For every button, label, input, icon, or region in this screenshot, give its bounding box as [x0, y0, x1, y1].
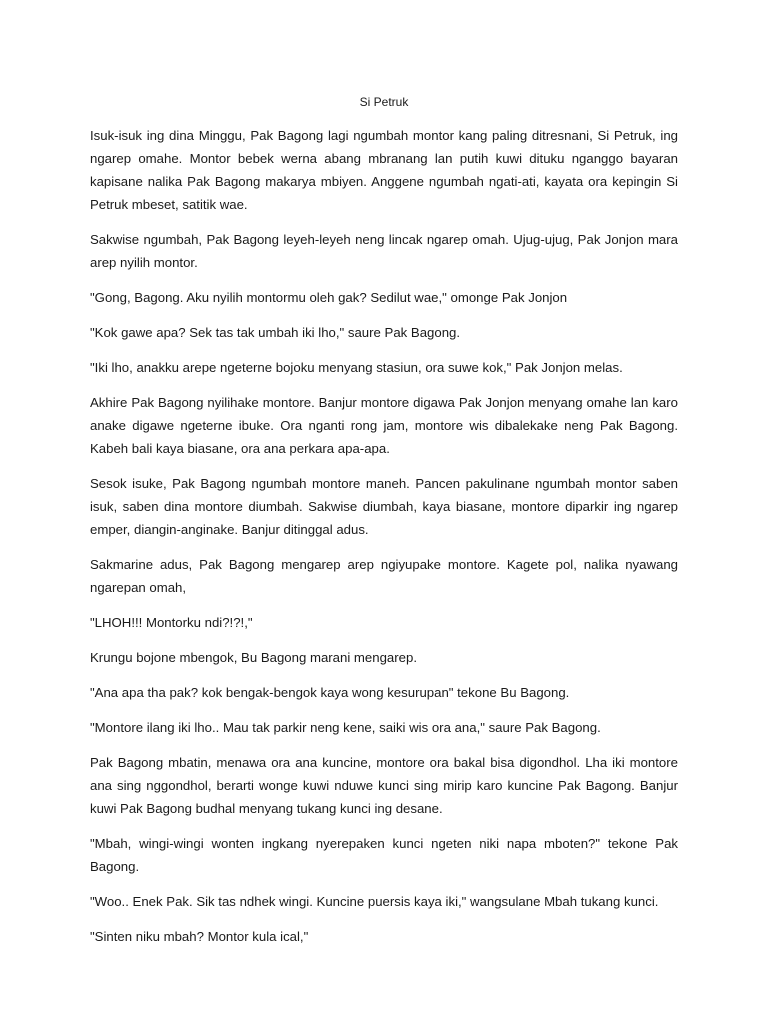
paragraph: Pak Bagong mbatin, menawa ora ana kuncine, montore ora bakal bisa digondhol. Lha iki montore ana sing nggondhol, berarti wonge kuwi nduwe kunci sing mirip karo kuncine Pak Bagong. Banjur kuwi Pak Bagong budhal menyang tukang kunci ing desane. — [90, 755, 678, 816]
paragraph: Isuk-isuk ing dina Minggu, Pak Bagong lagi ngumbah montor kang paling ditresnani, Si Petruk, ing ngarep omahe. Montor bebek werna abang mbranang lan putih kuwi dituku nganggo bayaran kapisane nalika Pak Bagong makarya mbiyen. Anggene ngumbah ngati-ati, kayata ora kepingin Si Petruk mbeset, satitik wae. — [90, 128, 678, 212]
paragraph: "Woo.. Enek Pak. Sik tas ndhek wingi. Kuncine puersis kaya iki," wangsulane Mbah tukang kunci. — [90, 894, 659, 909]
paragraph: "Sinten niku mbah? Montor kula ical," — [90, 929, 309, 944]
document-page — [90, 92, 678, 960]
paragraph: Krungu bojone mbengok, Bu Bagong marani mengarep. — [90, 650, 417, 665]
paragraph: Sakmarine adus, Pak Bagong mengarep arep ngiyupake montore. Kagete pol, nalika nyawang ngarepan omah, — [90, 557, 678, 595]
paragraph: "Ana apa tha pak? kok bengak-bengok kaya wong kesurupan" tekone Bu Bagong. — [90, 685, 570, 700]
paragraph: "Kok gawe apa? Sek tas tak umbah iki lho," saure Pak Bagong. — [90, 325, 461, 340]
paragraph: "Montore ilang iki lho.. Mau tak parkir neng kene, saiki wis ora ana," saure Pak Bagong. — [90, 720, 601, 735]
paragraph: "Iki lho, anakku arepe ngeterne bojoku menyang stasiun, ora suwe kok," Pak Jonjon melas. — [90, 360, 623, 375]
paragraph: "LHOH!!! Montorku ndi?!?!," — [90, 615, 253, 630]
paragraph: "Gong, Bagong. Aku nyilih montormu oleh gak? Sedilut wae," omonge Pak Jonjon — [90, 290, 568, 305]
paragraph: Sakwise ngumbah, Pak Bagong leyeh-leyeh neng lincak ngarep omah. Ujug-ujug, Pak Jonjon mara arep nyilih montor. — [90, 232, 678, 270]
paragraph: Sesok isuke, Pak Bagong ngumbah montore maneh. Pancen pakulinane ngumbah montor saben isuk, saben dina montore diumbah. Sakwise diumbah, kaya biasane, montore diparkir ing ngarep emper, diangin-anginake. Banjur ditinggal adus. — [90, 476, 678, 537]
paragraph: "Mbah, wingi-wingi wonten ingkang nyerepaken kunci ngeten niki napa mboten?" tekone Pak Bagong. — [90, 836, 678, 874]
paragraph: Akhire Pak Bagong nyilihake montore. Banjur montore digawa Pak Jonjon menyang omahe lan karo anake digawe ngeterne ibuke. Ora nganti rong jam, montore wis dibalekake neng Pak Bagong. Kabeh bali kaya biasane, ora ana perkara apa-apa. — [90, 395, 678, 456]
page-title: Si Petruk — [359, 95, 409, 109]
